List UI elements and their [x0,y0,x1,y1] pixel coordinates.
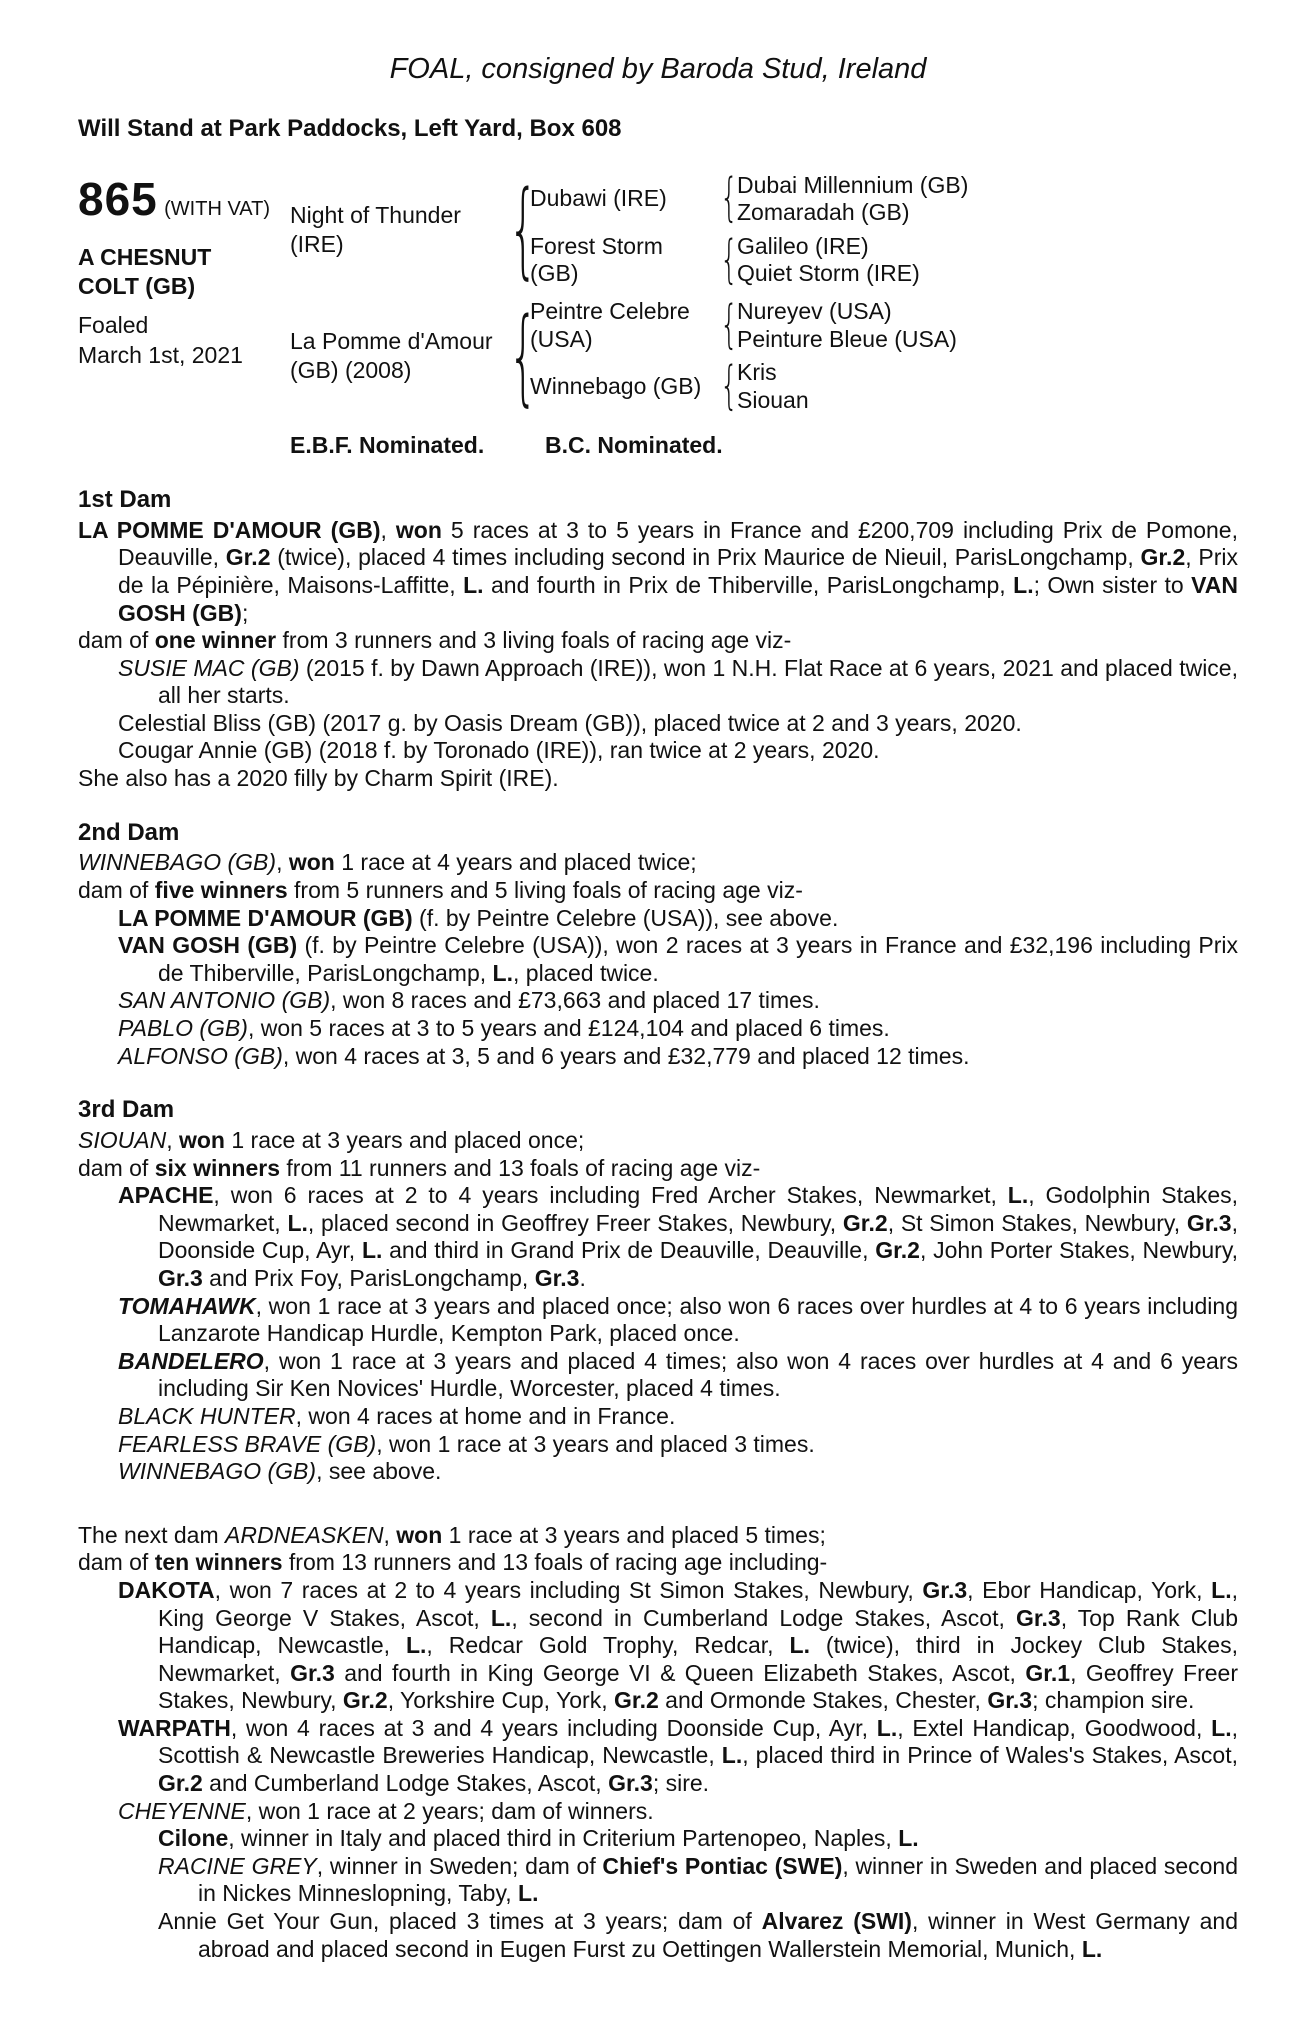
text-segment: Annie Get Your Gun, placed 3 times at 3 years; dam of [158,1908,762,1935]
text-segment: L. [1211,1714,1232,1741]
text-segment: ; champion sire. [1032,1687,1195,1714]
text-segment: , [383,1521,397,1548]
text-segment: , placed second in Geoffrey Freer Stakes, Newbury, [307,1209,843,1236]
text-segment: six winners [154,1154,280,1181]
text-segment: dam of [78,1154,155,1181]
brace-icon: { [719,356,739,417]
text-segment: and Prix Foy, ParisLongchamp, [202,1264,535,1291]
sire-dam-group [530,229,1238,290]
text-segment: L. [898,1825,919,1852]
text-segment: and Ormonde Stakes, Chester, [658,1687,988,1714]
dam-branch [290,294,1238,417]
dam-section [78,486,1238,793]
text-segment: The next dam [78,1521,226,1548]
text-segment: , winner in Sweden and placed second in Nickes Minneslopning, Taby, [198,1852,1238,1907]
text-segment: ; sire. [652,1770,710,1797]
pedigree-text-paragraph [78,1015,1238,1043]
text-segment: Gr.2 [1140,544,1186,571]
text-segment: , second in Cumberland Lodge Stakes, Ascot, [511,1604,1016,1631]
sire-sire-name: Dubawi (IRE) [530,185,667,212]
pedigree-text-paragraph [78,905,1238,933]
text-segment: , Redcar Gold Trophy, Redcar, [426,1632,790,1659]
text-segment: Gr.3 [608,1770,653,1797]
dam-grandparents [530,294,1238,417]
text-segment: dam of [78,877,155,904]
text-segment: , [380,516,396,543]
great-grandparent-name: Dubai Millennium (GB) [737,171,969,198]
text-segment: , won 1 race at 3 years and placed once; also won 6 races over hurdles at 4 to 6 years including Lanzarote Handicap Hurdle, Kempton Park, placed once. [158,1292,1238,1347]
text-segment: , John Porter Stakes, Newbury, [919,1237,1238,1264]
lot-vat-note: (WITH VAT) [164,197,271,220]
text-segment: and third in Grand Prix de Deauville, Deauville, [382,1237,876,1264]
text-segment: , won 8 races and £73,663 and placed 17 times. [330,987,820,1014]
pedigree-text-paragraph [78,1715,1238,1798]
text-segment: LA POMME D'AMOUR (GB) [78,516,381,543]
text-segment: , [166,1127,179,1154]
great-grandparent-name: Zomaradah (GB) [737,199,910,226]
text-segment: (f. by Peintre Celebre (USA)), won 2 races at 3 years in France and £32,196 including Prix de Thiberville, ParisLongchamp, [158,932,1238,986]
text-segment: L. [1081,1935,1103,1962]
text-segment: and fourth in Prix de Thiberville, ParisLongchamp, [483,571,1014,598]
lot-info [78,172,290,370]
pedigree-text-paragraph [78,1293,1238,1348]
text-segment: Gr.3 [1015,1604,1061,1631]
pedigree-tree [290,168,1238,417]
text-segment: , King George V Stakes, Ascot, [158,1576,1238,1631]
text-segment: Gr.3 [290,1659,335,1686]
text-segment: DAKOTA [118,1576,215,1603]
text-segment: won [396,1521,443,1548]
text-segment: , Doonside Cup, Ayr, [158,1209,1238,1264]
text-segment: , winner in West Germany and abroad and placed second in Eugen Furst zu Oettingen Wallerstein Memorial, Munich, [198,1908,1239,1962]
text-segment: Celestial Bliss (GB) (2017 g. by Oasis Dream (GB)), placed twice at 2 and 3 years, 2020. [118,709,1022,736]
text-segment: Gr.2 [875,1237,920,1264]
text-segment: . [579,1264,586,1291]
brace-icon: { [508,168,539,291]
text-segment: , Geoffrey Freer Stakes, Newbury, [158,1659,1238,1714]
text-segment: L. [1013,571,1034,598]
great-grandparent-name: Quiet Storm (IRE) [737,260,920,287]
text-segment: won [395,516,442,543]
pedigree-text-paragraph [78,1908,1238,1963]
text-segment: , winner in Italy and placed third in Criterium Partenopeo, Naples, [228,1825,899,1852]
lot-number: 865 [78,172,158,225]
text-segment: FEARLESS BRAVE (GB) [118,1430,377,1457]
text-segment: ; [241,599,249,626]
pedigree-text-paragraph [78,765,1238,793]
pedigree-text-paragraph [78,1043,1238,1071]
text-segment: (f. by Peintre Celebre (USA)), see above. [412,904,839,931]
text-segment: Gr.2 [225,544,271,571]
text-segment: Cilone [158,1825,229,1852]
text-segment: Gr.3 [922,1576,968,1603]
text-segment: VAN GOSH (GB) [118,571,1239,626]
text-segment: RACINE GREY [158,1852,317,1879]
text-segment: , winner in Sweden; dam of [316,1852,603,1879]
text-segment: WINNEBAGO (GB) [78,849,277,876]
pedigree-text-paragraph [78,1403,1238,1431]
text-segment: , won 1 race at 2 years; dam of winners. [245,1797,654,1824]
text-segment: 5 races at 3 to 5 years in France and £200,709 including Prix de Pomone, Deauville, [118,516,1238,571]
text-segment: , St Simon Stakes, Newbury, [887,1209,1187,1236]
text-segment: Gr.3 [987,1687,1033,1714]
sire-dam-name: Forest Storm (GB) [530,232,663,287]
bc-nomination: B.C. Nominated. [545,432,723,459]
text-segment: Gr.2 [158,1770,203,1797]
great-grandparent-name: Siouan [737,386,809,413]
great-grandparent-name: Peinture Bleue (USA) [737,325,957,352]
text-segment: L. [876,1714,898,1741]
sire-sire-parents [737,172,968,227]
text-segment: APACHE [118,1182,214,1209]
pedigree-text-paragraph [78,877,1238,905]
text-segment: SUSIE MAC (GB) [118,654,300,681]
pedigree-text-paragraph [78,1155,1238,1183]
text-segment: BANDELERO [118,1347,264,1374]
text-segment: PABLO (GB) [118,1015,248,1042]
pedigree-text-paragraph [78,849,1238,877]
dam-sire-name: Peintre Celebre (USA) [530,297,690,352]
text-segment: L. [287,1209,308,1236]
pedigree-text-paragraph [78,1577,1238,1715]
text-segment: CHEYENNE [118,1797,246,1824]
text-segment: from 11 runners and 13 foals of racing age viz- [280,1154,761,1181]
pedigree-text-paragraph [78,655,1238,710]
text-segment: , won 4 races at 3, 5 and 6 years and £32,779 and placed 12 times. [282,1042,970,1069]
dam-section-heading: 1st Dam [78,485,172,513]
dam-dam-group [530,356,1238,417]
nominations-line [290,432,1238,460]
text-segment: Chief's Pontiac (SWE) [602,1852,843,1879]
brace-icon: { [508,294,539,417]
text-segment: VAN GOSH (GB) [118,932,298,959]
text-segment: WARPATH [118,1714,231,1741]
text-segment: ALFONSO (GB) [118,1042,283,1069]
text-segment: , won 5 races at 3 to 5 years and £124,104 and placed 6 times. [247,1015,890,1042]
text-segment: (twice), placed 4 times including second in Prix Maurice de Nieuil, ParisLongchamp, [270,544,1141,571]
text-segment: , see above. [316,1458,442,1485]
pedigree-text-paragraph [78,1549,1238,1577]
text-segment: L. [1007,1182,1029,1209]
pedigree-text-paragraph [78,1182,1238,1292]
pedigree-text-paragraph [78,627,1238,655]
text-segment: Alvarez (SWI) [761,1908,912,1935]
sire-grandparents [530,168,1238,290]
text-segment: and fourth in King George VI & Queen Elizabeth Stakes, Ascot, [334,1659,1026,1686]
sire-dam-parents [737,233,920,288]
text-segment: dam of [78,627,155,654]
brace-icon: { [719,229,739,290]
text-segment: from 13 runners and 13 foals of racing age including- [282,1549,828,1576]
pedigree-text-paragraph [78,517,1238,627]
text-segment: one winner [154,627,277,654]
dam-sire-parents [737,298,957,353]
dam-section [78,1096,1238,1486]
pedigree-text-paragraph [78,1522,1238,1550]
pedigree-text-paragraph [78,987,1238,1015]
text-segment: 1 race at 3 years and placed once; [224,1127,585,1154]
text-segment: LA POMME D'AMOUR (GB) [118,904,413,931]
text-segment: , Yorkshire Cup, York, [387,1687,614,1714]
text-segment: L. [463,571,484,598]
pedigree-text-paragraph [78,1853,1238,1908]
dam-dam-name: Winnebago (GB) [530,372,702,399]
text-segment: , placed twice. [513,959,659,986]
great-grandparent-name: Nureyev (USA) [737,297,892,324]
text-segment: , won 4 races at home and in France. [295,1402,676,1429]
dam-sire-group [530,294,1238,355]
text-segment: Gr.2 [614,1687,659,1714]
text-segment: (twice), third in Jockey Club Stakes, Newmarket, [158,1632,1238,1686]
text-segment: Cougar Annie (GB) (2018 f. by Toronado (IRE)), ran twice at 2 years, 2020. [118,737,880,764]
pedigree-text-paragraph [78,1798,1238,1826]
sire-sire-group [530,168,1238,229]
foaled-date: March 1st, 2021 [78,341,243,368]
text-segment: ; Own sister to [1033,571,1192,598]
lot-description: A CHESNUT COLT (GB) [78,243,212,299]
text-segment: , Scottish & Newcastle Breweries Handicap, Newcastle, [158,1714,1238,1769]
text-segment: Gr.2 [342,1687,388,1714]
dam-sections [78,486,1238,1963]
brace-icon: { [719,294,739,355]
text-segment: from 3 runners and 3 living foals of racing age viz- [276,627,792,654]
dam-section-heading: 3rd Dam [78,1096,175,1124]
text-segment: Gr.3 [1186,1209,1232,1236]
text-segment: TOMAHAWK [118,1292,256,1319]
text-segment: L. [361,1237,383,1264]
text-segment: , won 4 races at 3 and 4 years including Doonside Cup, Ayr, [230,1714,877,1741]
ebf-nomination: E.B.F. Nominated. [290,432,485,459]
text-segment: L. [721,1742,743,1769]
text-segment: won [288,849,335,876]
text-segment: dam of [78,1549,155,1576]
text-segment: Gr.3 [534,1264,580,1291]
text-segment: , [276,849,289,876]
great-grandparent-name: Kris [737,359,777,386]
text-segment: L. [492,959,513,986]
text-segment: L. [490,1604,512,1631]
text-segment: L. [1211,1576,1232,1603]
pedigree-text-paragraph [78,710,1238,738]
text-segment: 1 race at 3 years and placed 5 times; [442,1521,826,1548]
text-segment: Gr.2 [842,1209,888,1236]
text-segment: , placed third in Prince of Wales's Stakes, Ascot, [742,1742,1238,1769]
text-segment: , Godolphin Stakes, Newmarket, [158,1182,1239,1236]
text-segment: WINNEBAGO (GB) [118,1458,317,1485]
consignor-line: FOAL, consigned by Baroda Stud, Ireland [389,53,927,85]
dam-dam-parents [737,359,809,414]
pedigree-text-paragraph [78,1431,1238,1459]
dam-name: La Pomme d'Amour (GB) (2008) [290,328,493,384]
text-segment: Gr.3 [158,1264,203,1291]
foaled-label: Foaled [78,312,149,339]
text-segment: BLACK HUNTER [118,1402,296,1429]
dam-section-heading: 2nd Dam [78,818,180,846]
text-segment: L. [789,1632,810,1659]
pedigree-text-paragraph [78,737,1238,765]
sire-name: Night of Thunder (IRE) [290,202,461,257]
brace-icon: { [719,168,739,229]
text-segment: L. [405,1632,427,1659]
stand-location-line: Will Stand at Park Paddocks, Left Yard, Box 608 [78,114,622,142]
pedigree-text-paragraph [78,932,1238,987]
text-segment: 1 race at 4 years and placed twice; [334,849,697,876]
text-segment: , Extel Handicap, Goodwood, [897,1714,1212,1741]
dam-section [78,819,1238,1071]
text-segment: , Prix de la Pépinière, Maisons-Laffitte, [118,544,1238,598]
dam-section [78,1522,1238,1964]
text-segment: and Cumberland Lodge Stakes, Ascot, [202,1770,609,1797]
text-segment: She also has a 2020 filly by Charm Spirit (IRE). [78,765,559,792]
sire-branch [290,168,1238,291]
pedigree-text-paragraph [78,1458,1238,1486]
text-segment: , won 1 race at 3 years and placed 4 times; also won 4 races over hurdles at 4 and 6 years including Sir Ken Novices' Hurdle, Worcester, placed 4 times. [158,1347,1238,1402]
text-segment: , Ebor Handicap, York, [967,1576,1212,1603]
text-segment: , Top Rank Club Handicap, Newcastle, [158,1604,1239,1659]
text-segment: from 5 runners and 5 living foals of racing age viz- [287,877,803,904]
text-segment: ten winners [154,1549,283,1576]
text-segment: (2015 f. by Dawn Approach (IRE)), won 1 N.H. Flat Race at 6 years, 2021 and placed twice, all her starts. [158,654,1238,709]
lot-number-line [78,172,290,227]
pedigree-text-paragraph [78,1127,1238,1155]
text-segment: won [178,1127,225,1154]
great-grandparent-name: Galileo (IRE) [737,232,869,259]
text-segment: SAN ANTONIO (GB) [118,987,331,1014]
text-segment: L. [518,1880,539,1907]
text-segment: SIOUAN [78,1127,167,1154]
text-segment: Gr.1 [1025,1659,1071,1686]
pedigree-text-paragraph [78,1348,1238,1403]
text-segment: five winners [154,877,288,904]
text-segment: , won 1 race at 3 years and placed 3 times. [376,1430,815,1457]
pedigree-table [78,168,1238,417]
text-segment: , won 6 races at 2 to 4 years including Fred Archer Stakes, Newmarket, [213,1182,1008,1209]
text-segment: , won 7 races at 2 to 4 years including St Simon Stakes, Newbury, [214,1576,923,1603]
text-segment: ARDNEASKEN [225,1521,384,1548]
pedigree-text-paragraph [78,1825,1238,1853]
